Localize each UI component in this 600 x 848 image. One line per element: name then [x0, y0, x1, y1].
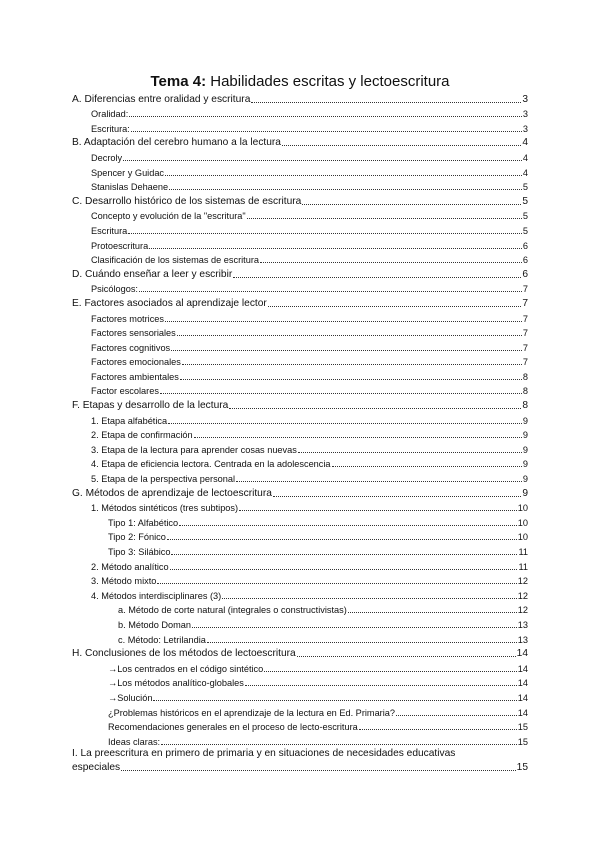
toc-leader-dots — [165, 174, 522, 176]
toc-entry-text: 4. Etapa de eficiencia lectora. Centrada en la adolescencia — [91, 459, 331, 470]
toc-entry-text: Tipo 3: Silábico — [108, 547, 171, 557]
toc-entry-page: 8 — [522, 400, 528, 412]
toc-entry-text: Ideas claras: — [108, 736, 161, 747]
toc-leader-dots — [207, 641, 517, 643]
toc-entry[interactable] — [72, 615, 528, 630]
toc-entry-page: 7 — [522, 297, 528, 309]
toc-leader-dots — [128, 232, 522, 234]
toc-entry[interactable] — [72, 236, 528, 251]
toc-entry-text: Factores ambientales — [91, 371, 179, 382]
toc-entry-text-line1: I. La preescritura en primero de primaria y en situaciones de necesidades educativas — [72, 747, 456, 759]
toc-entry[interactable] — [72, 294, 528, 309]
toc-leader-dots — [268, 305, 522, 307]
toc-entry-page: 3 — [522, 109, 528, 120]
title-text: Habilidades escritas y lectoescritura — [210, 73, 450, 90]
toc-entry[interactable] — [72, 601, 528, 616]
toc-entry[interactable] — [72, 455, 528, 470]
toc-entry[interactable] — [72, 572, 528, 587]
document-title — [0, 72, 600, 92]
toc-leader-dots — [121, 769, 516, 771]
toc-entry-text: ¿Problemas históricos en el aprendizaje de la lectura en Ed. Primaria? — [108, 707, 395, 718]
toc-leader-dots — [123, 159, 522, 161]
toc-entry-page: 9 — [522, 415, 528, 426]
toc-entry-text: Factores cognitivos — [91, 342, 171, 353]
toc-entry-page: 3 — [522, 123, 528, 134]
toc-leader-dots — [153, 699, 516, 701]
toc-entry-page: 3 — [522, 93, 528, 105]
toc-entry-text: H. Conclusiones de los métodos de lectoescritura — [72, 648, 296, 660]
toc-entry-text: Escritura: — [91, 123, 130, 134]
toc-entry[interactable] — [72, 528, 528, 543]
toc-entry[interactable] — [72, 542, 528, 557]
toc-entry[interactable] — [72, 513, 528, 528]
toc-entry[interactable] — [72, 688, 528, 703]
toc-entry-text: Factor escolares — [91, 386, 159, 397]
toc-entry[interactable] — [72, 469, 528, 484]
toc-entry-text: 2. Método analítico — [91, 561, 169, 572]
toc-entry-page: 8 — [522, 371, 528, 382]
toc-entry-page: 5 — [522, 225, 528, 236]
toc-entry-page: 9 — [522, 444, 528, 455]
toc-leader-dots — [247, 217, 522, 219]
toc-entry-page: 14 — [517, 707, 528, 718]
toc-entry[interactable] — [72, 119, 528, 134]
toc-entry-page: 14 — [516, 648, 528, 660]
toc-entry[interactable] — [72, 163, 528, 178]
toc-entry-page: 6 — [522, 268, 528, 280]
toc-leader-dots — [194, 436, 522, 438]
toc-leader-dots — [165, 320, 522, 322]
toc-leader-dots — [177, 334, 522, 336]
toc-entry-text: Clasificación de los sistemas de escritura — [91, 255, 259, 266]
toc-leader-dots — [157, 582, 516, 584]
toc-entry-final[interactable] — [72, 747, 528, 773]
toc-entry-text: Factores motrices — [91, 313, 165, 324]
toc-entry[interactable] — [72, 207, 528, 222]
toc-leader-dots — [260, 261, 522, 263]
toc-entry[interactable] — [72, 105, 528, 120]
toc-leader-dots — [171, 349, 522, 351]
toc-leader-dots — [139, 290, 522, 292]
toc-entry[interactable] — [72, 367, 528, 382]
toc-entry-page: 9 — [522, 474, 528, 485]
toc-entry-text: Tipo 1: Alfabético — [108, 517, 179, 528]
toc-entry-page: 5 — [522, 182, 528, 193]
toc-entry-text: B. Adaptación del cerebro humano a la lectura — [72, 137, 281, 149]
toc-entry-text: 5. Etapa de la perspectiva personal — [91, 474, 236, 485]
toc-leader-dots — [180, 378, 522, 380]
toc-entry[interactable] — [72, 221, 528, 236]
toc-entry-text: Escritura — [91, 225, 128, 236]
toc-entry-page: 9 — [522, 430, 528, 441]
table-of-contents — [72, 90, 528, 773]
toc-leader-dots — [129, 115, 522, 117]
toc-entry-text: Factores emocionales — [91, 357, 181, 368]
toc-entry-text: Psicólogos: — [91, 284, 138, 295]
toc-leader-dots — [169, 188, 522, 190]
toc-entry[interactable] — [72, 557, 528, 572]
toc-entry-page: 11 — [518, 547, 528, 557]
toc-entry-text: →Solución — [108, 692, 153, 703]
toc-entry-page: 11 — [518, 561, 528, 572]
toc-leader-dots — [264, 670, 517, 672]
toc-entry-page: 12 — [517, 590, 528, 601]
toc-leader-dots — [236, 480, 522, 482]
toc-leader-dots — [332, 465, 522, 467]
toc-leader-dots — [131, 130, 522, 132]
toc-entry[interactable] — [72, 382, 528, 397]
toc-leader-dots — [233, 276, 521, 278]
toc-entry[interactable] — [72, 148, 528, 163]
toc-leader-dots — [160, 392, 522, 394]
toc-entry-text: b. Método Doman — [118, 619, 192, 630]
toc-entry[interactable] — [72, 134, 528, 149]
toc-entry[interactable] — [72, 411, 528, 426]
toc-entry-text: 1. Métodos sintéticos (tres subtipos) — [91, 503, 239, 514]
toc-leader-dots — [161, 743, 517, 745]
toc-entry-text: Protoescritura — [91, 240, 149, 251]
toc-entry-page: 7 — [522, 328, 528, 339]
toc-entry-text: →Los métodos analítico-globales — [108, 678, 244, 689]
toc-entry[interactable] — [72, 645, 528, 660]
toc-entry-text: Tipo 2: Fónico — [108, 532, 166, 543]
toc-entry[interactable] — [72, 440, 528, 455]
toc-entry[interactable] — [72, 265, 528, 280]
toc-entry-text: c. Método: Letrilandia — [118, 634, 206, 645]
toc-entry[interactable] — [72, 309, 528, 324]
title-topic-label: Tema 4: — [150, 73, 207, 90]
toc-entry-page: 4 — [522, 167, 528, 178]
toc-entry-text: 3. Etapa de la lectura para aprender cosas nuevas — [91, 444, 297, 455]
toc-entry[interactable] — [72, 178, 528, 193]
toc-leader-dots — [229, 407, 521, 409]
toc-entry-page: 12 — [517, 605, 528, 616]
toc-entry-page: 12 — [517, 576, 528, 587]
toc-leader-dots — [149, 247, 522, 249]
toc-entry-page: 7 — [522, 284, 528, 295]
toc-entry-text: Decroly — [91, 152, 123, 163]
toc-leader-dots — [168, 422, 522, 424]
toc-entry-text: 3. Método mixto — [91, 576, 157, 587]
toc-entry[interactable] — [72, 718, 528, 733]
toc-leader-dots — [282, 144, 521, 146]
toc-entry-page: 7 — [522, 313, 528, 324]
toc-entry-text: Stanislas Dehaene — [91, 182, 169, 193]
toc-entry[interactable] — [72, 674, 528, 689]
toc-entry-text: Spencer y Guidac — [91, 167, 165, 178]
toc-leader-dots — [273, 495, 521, 497]
toc-entry-page: 15 — [517, 722, 528, 733]
toc-leader-dots — [302, 203, 521, 205]
toc-entry-text: 4. Métodos interdisciplinares (3) — [91, 590, 222, 601]
toc-entry-text: Factores sensoriales — [91, 328, 176, 339]
toc-leader-dots — [298, 451, 522, 453]
toc-entry[interactable] — [72, 586, 528, 601]
toc-leader-dots — [170, 568, 518, 570]
toc-entry-text: E. Factores asociados al aprendizaje lector — [72, 297, 267, 309]
toc-entry-text: 1. Etapa alfabética — [91, 415, 168, 426]
toc-entry[interactable] — [72, 426, 528, 441]
toc-leader-dots — [396, 714, 517, 716]
toc-entry-page: 8 — [522, 386, 528, 397]
toc-entry-page: 4 — [522, 152, 528, 163]
toc-leader-dots — [251, 101, 521, 103]
toc-entry-text: →Los centrados en el código sintético — [108, 663, 264, 674]
toc-entry[interactable] — [72, 732, 528, 747]
toc-entry-page: 15 — [517, 736, 528, 747]
toc-entry[interactable] — [72, 338, 528, 353]
toc-leader-dots — [167, 538, 517, 540]
toc-leader-dots — [359, 728, 517, 730]
toc-entry[interactable] — [72, 280, 528, 295]
toc-entry-page: 15 — [516, 761, 528, 773]
toc-entry-text: Oralidad: — [91, 109, 129, 120]
toc-entry[interactable] — [72, 353, 528, 368]
toc-entry-page: 5 — [522, 195, 528, 207]
toc-entry-page: 14 — [517, 663, 528, 674]
toc-entry-page: 14 — [517, 692, 528, 703]
toc-leader-dots — [245, 684, 517, 686]
toc-entry-text: Concepto y evolución de la "escritura" — [91, 211, 246, 222]
toc-entry-text: 2. Etapa de confirmación — [91, 430, 193, 441]
toc-leader-dots — [348, 611, 517, 613]
toc-entry-page: 6 — [522, 255, 528, 266]
toc-leader-dots — [179, 524, 517, 526]
toc-entry-text: a. Método de corte natural (integrales o constructivistas) — [118, 605, 347, 616]
toc-entry-text: F. Etapas y desarrollo de la lectura — [72, 400, 229, 412]
toc-entry[interactable] — [72, 396, 528, 411]
toc-entry[interactable] — [72, 192, 528, 207]
toc-entry-text: Recomendaciones generales en el proceso de lecto-escritura — [108, 722, 358, 733]
toc-entry[interactable] — [72, 659, 528, 674]
toc-entry-page: 6 — [522, 240, 528, 251]
toc-leader-dots — [182, 363, 522, 365]
toc-entry-page: 9 — [522, 487, 528, 499]
toc-entry-page: 5 — [522, 211, 528, 222]
toc-entry-text: G. Métodos de aprendizaje de lectoescritura — [72, 487, 272, 499]
toc-entry[interactable] — [72, 251, 528, 266]
toc-entry-page: 13 — [517, 619, 528, 630]
toc-entry[interactable] — [72, 499, 528, 514]
toc-entry-text-line2: especiales — [72, 761, 121, 773]
toc-leader-dots — [222, 597, 517, 599]
toc-entry-page: 14 — [517, 678, 528, 689]
toc-entry-page: 10 — [517, 532, 528, 543]
toc-entry[interactable] — [72, 630, 528, 645]
toc-entry-page: 4 — [522, 137, 528, 149]
toc-leader-dots — [297, 655, 516, 657]
toc-leader-dots — [192, 626, 517, 628]
toc-entry-text: C. Desarrollo histórico de los sistemas de escritura — [72, 195, 302, 207]
toc-entry-text: A. Diferencias entre oralidad y escritura — [72, 93, 251, 105]
toc-entry[interactable] — [72, 90, 528, 105]
toc-entry-page: 7 — [522, 342, 528, 353]
toc-entry-page: 10 — [517, 503, 528, 514]
toc-entry-page: 10 — [517, 517, 528, 528]
toc-entry-page: 13 — [517, 634, 528, 645]
toc-entry[interactable] — [72, 703, 528, 718]
toc-entry[interactable] — [72, 484, 528, 499]
toc-entry-page: 9 — [522, 459, 528, 470]
toc-entry-page: 7 — [522, 357, 528, 368]
toc-entry[interactable] — [72, 324, 528, 339]
toc-leader-dots — [171, 553, 517, 555]
toc-leader-dots — [239, 509, 517, 511]
toc-entry-text: D. Cuándo enseñar a leer y escribir — [72, 268, 233, 280]
